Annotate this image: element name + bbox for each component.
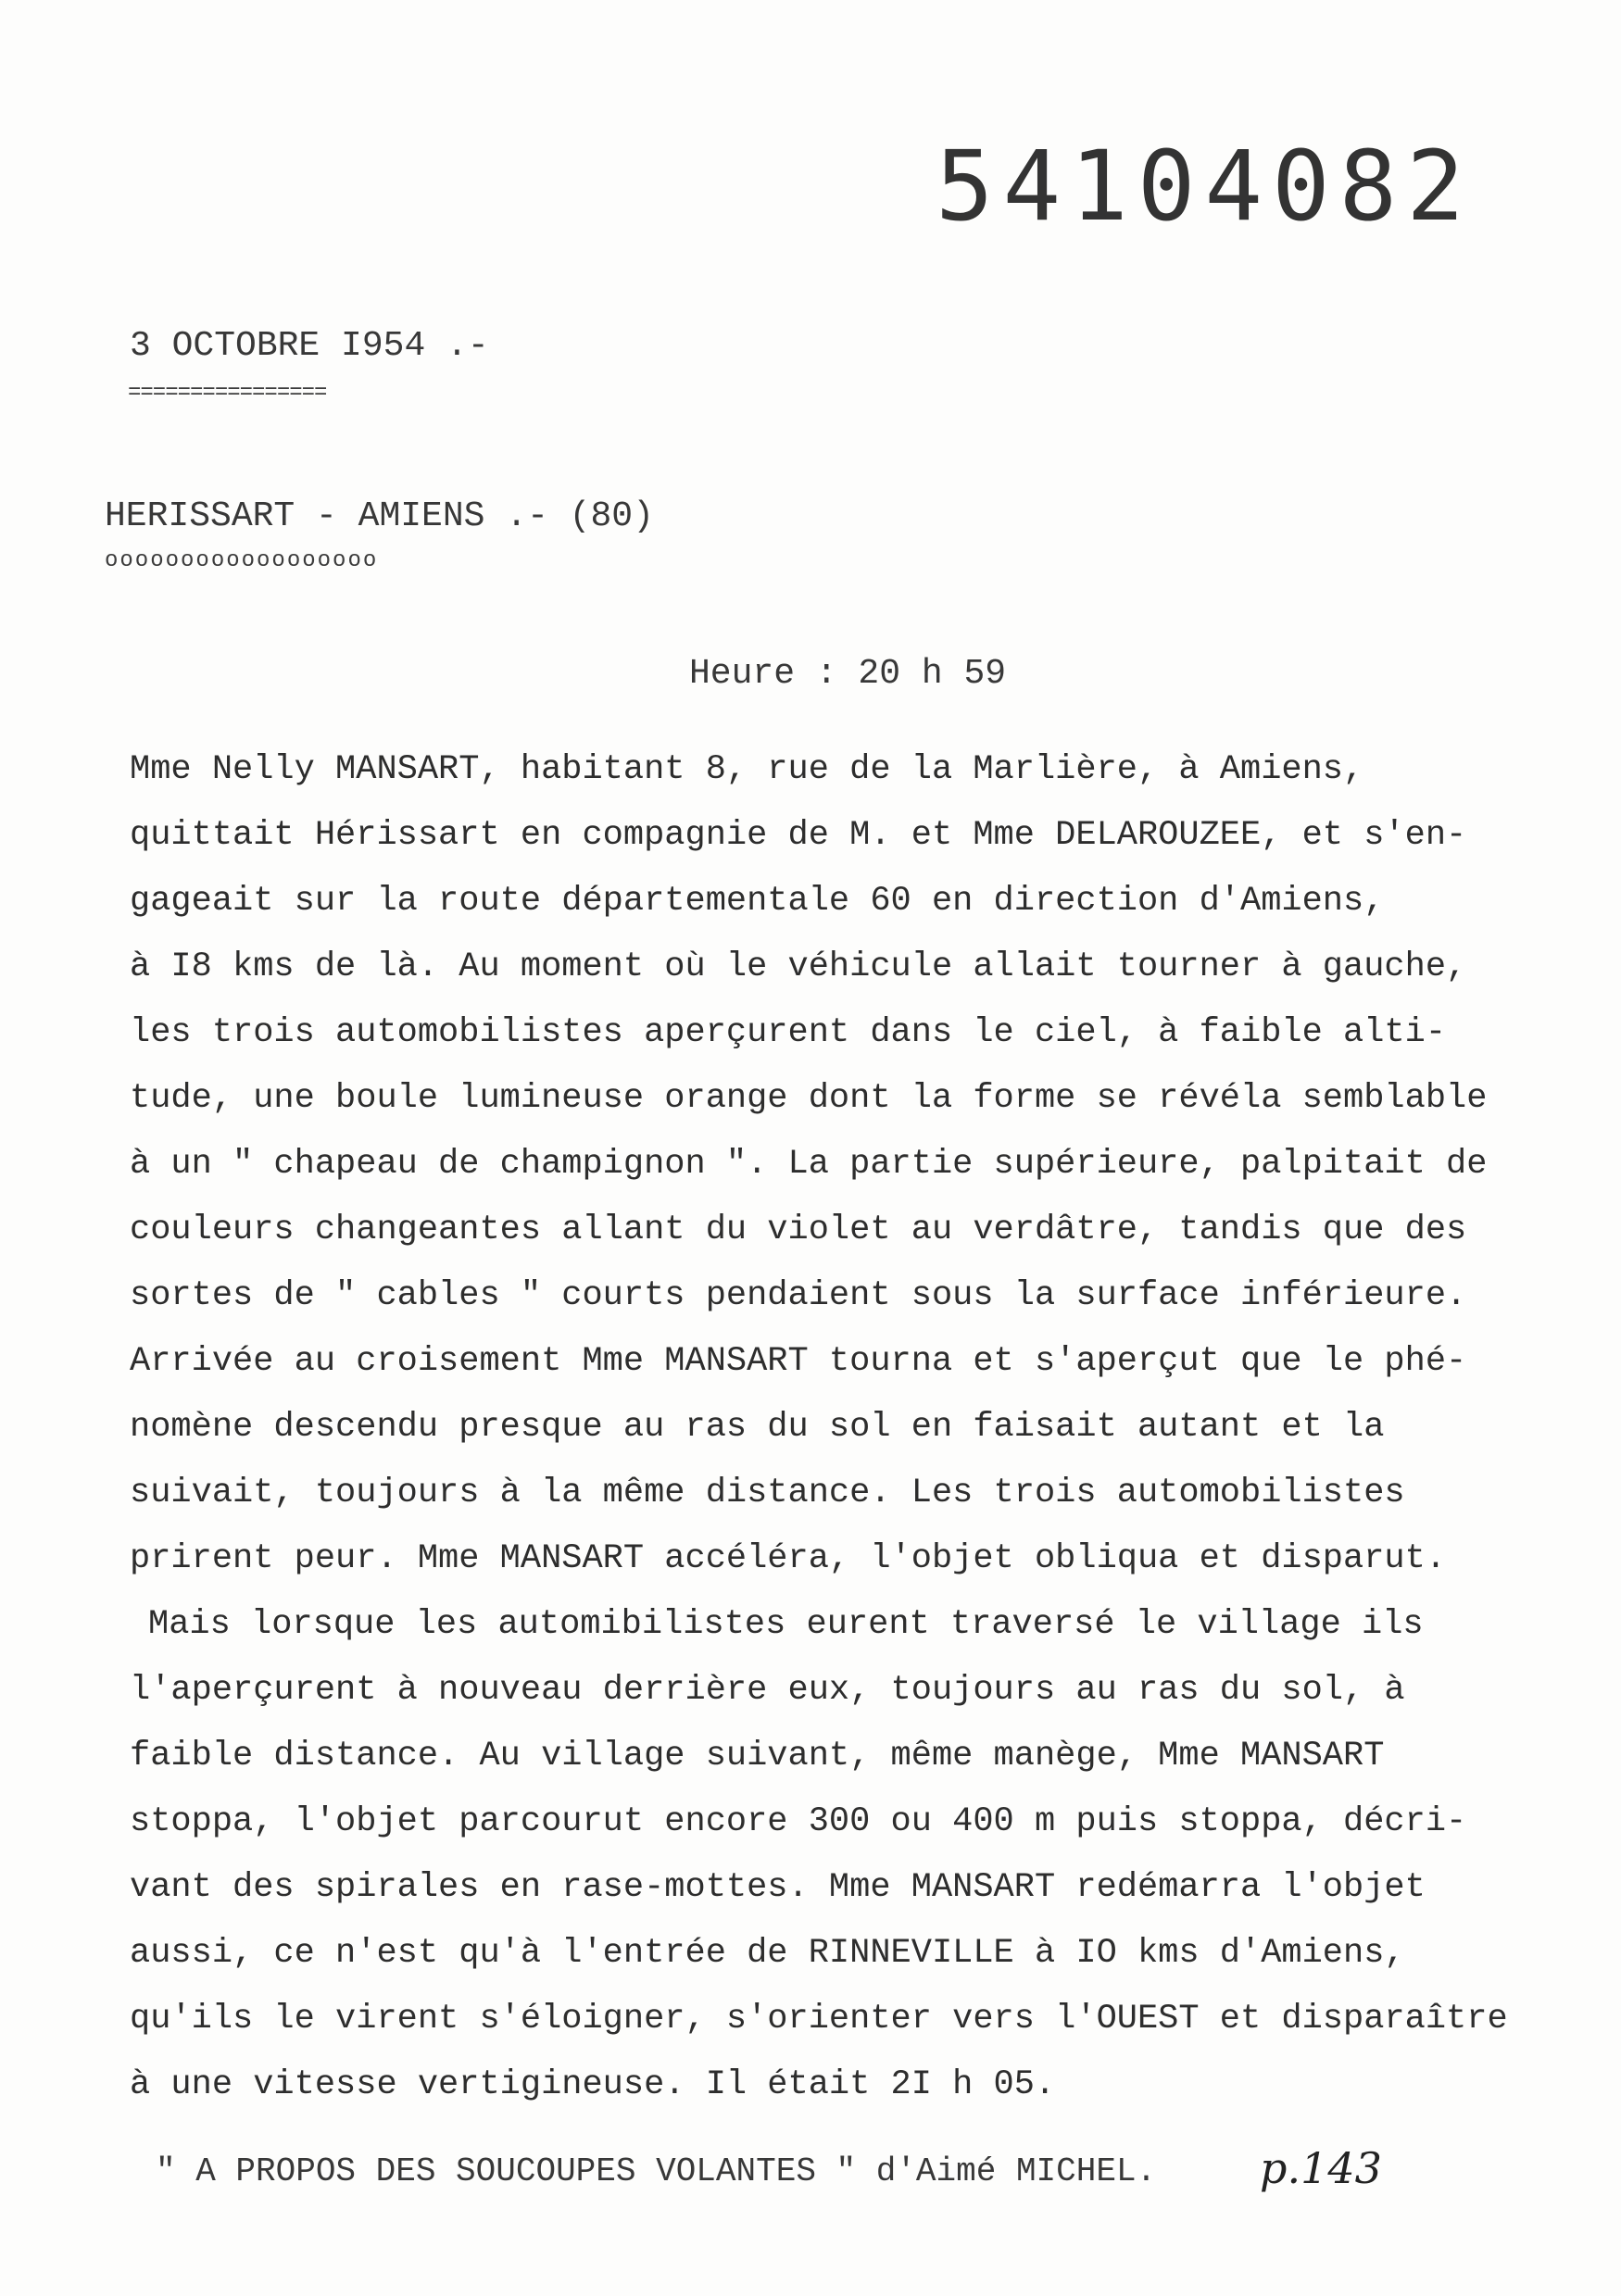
report-body	[130, 737, 1575, 2118]
body-line: les trois automobilistes aperçurent dans le ciel, à faible alti-	[130, 1013, 1447, 1052]
body-line: vant des spirales en rase-mottes. Mme MANSART redémarra l'objet	[130, 1868, 1426, 1907]
body-line: l'aperçurent à nouveau derrière eux, toujours au ras du sol, à	[130, 1671, 1405, 1710]
body-line: tude, une boule lumineuse orange dont la forme se révéla semblable	[130, 1079, 1488, 1118]
body-line: Arrivée au croisement Mme MANSART tourna et s'aperçut que le phé-	[130, 1342, 1467, 1381]
body-line: quittait Hérissart en compagnie de M. et Mme DELAROUZEE, et s'en-	[130, 816, 1467, 855]
body-line: Mme Nelly MANSART, habitant 8, rue de la Marlière, à Amiens,	[130, 750, 1364, 789]
body-line: à un " chapeau de champignon ". La partie supérieure, palpitait de	[130, 1145, 1488, 1184]
body-line: qu'ils le virent s'éloigner, s'orienter vers l'OUEST et disparaître	[130, 2000, 1508, 2039]
source-citation: " A PROPOS DES SOUCOUPES VOLANTES " d'Aimé MICHEL.	[156, 2152, 1157, 2190]
location-underline: oooooooooooooooooo	[105, 548, 379, 573]
body-line: gageait sur la route départementale 60 en direction d'Amiens,	[130, 882, 1385, 921]
report-date: 3 OCTOBRE I954 .-	[130, 326, 489, 366]
body-line: faible distance. Au village suivant, même manège, Mme MANSART	[130, 1737, 1385, 1775]
handwritten-page-note: p.143	[1260, 2143, 1382, 2193]
body-line: nomène descendu presque au ras du sol en faisait autant et la	[130, 1408, 1385, 1447]
body-line: suivait, toujours à la même distance. Les trois automobilistes	[130, 1474, 1405, 1512]
body-line: couleurs changeantes allant du violet au verdâtre, tandis que des	[130, 1211, 1467, 1249]
report-location: HERISSART - AMIENS .- (80)	[105, 496, 654, 536]
body-line: prirent peur. Mme MANSART accéléra, l'objet obliqua et disparut.	[130, 1539, 1447, 1578]
body-line: à une vitesse vertigineuse. Il était 2I h 05.	[130, 2065, 1056, 2104]
date-underline: ================	[128, 381, 327, 406]
body-line: Mais lorsque les automibilistes eurent traversé le village ils	[148, 1605, 1424, 1644]
document-number: 54104082	[936, 130, 1474, 243]
body-line: à I8 kms de là. Au moment où le véhicule allait tourner à gauche,	[130, 947, 1467, 986]
body-line: sortes de " cables " courts pendaient sous la surface inférieure.	[130, 1276, 1467, 1315]
body-line: stoppa, l'objet parcourut encore 300 ou 400 m puis stoppa, décri-	[130, 1802, 1467, 1841]
body-line: aussi, ce n'est qu'à l'entrée de RINNEVILLE à IO kms d'Amiens,	[130, 1934, 1405, 1973]
report-time: Heure : 20 h 59	[689, 654, 1007, 694]
